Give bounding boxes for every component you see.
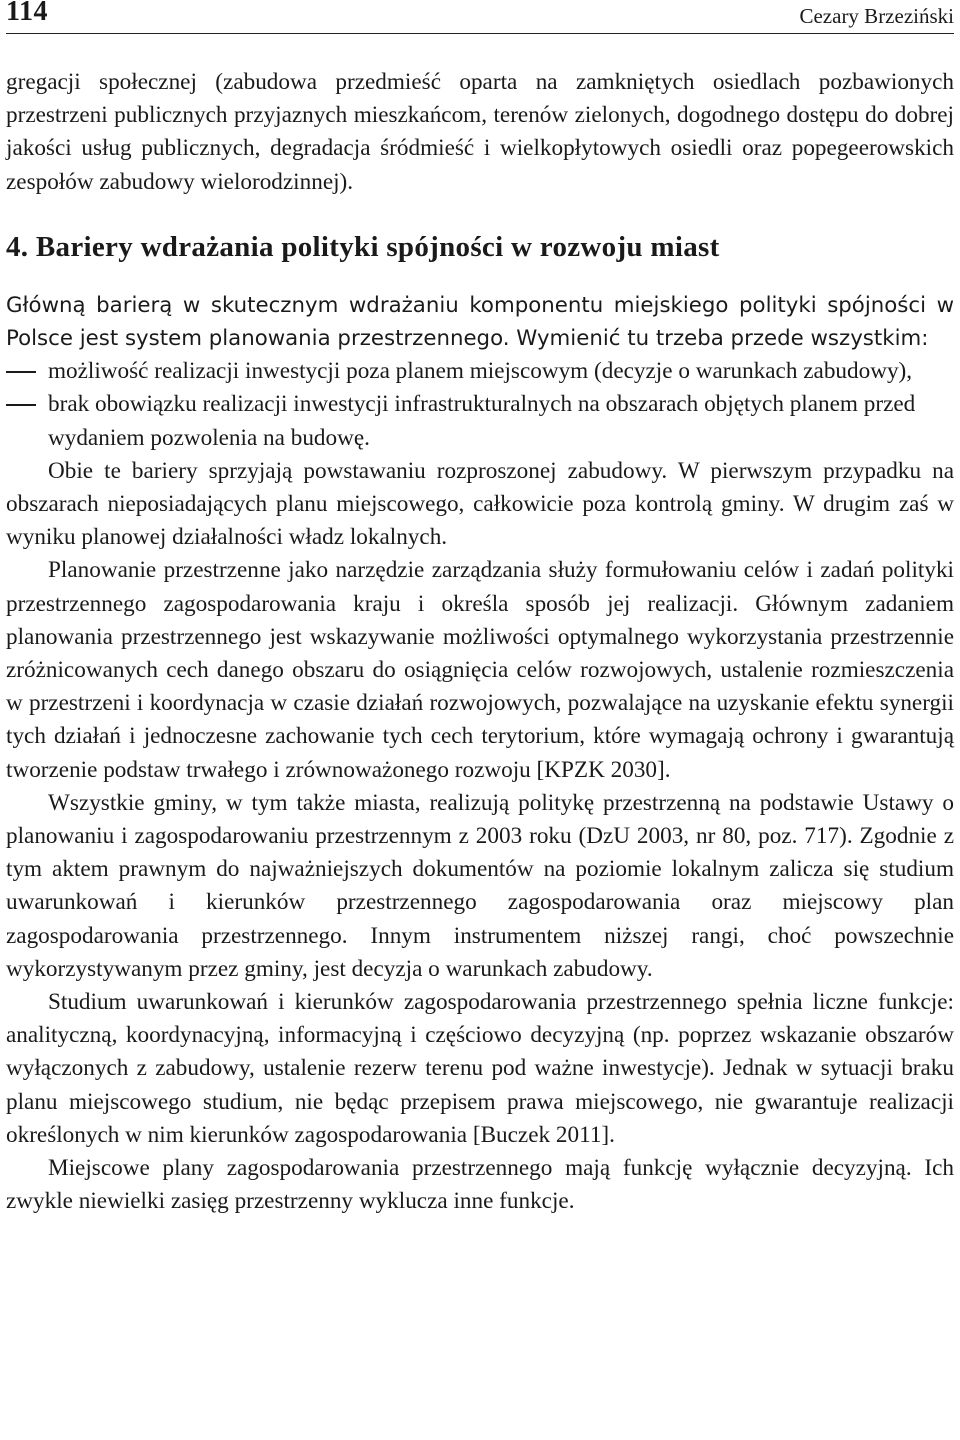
- paragraph: Obie te bariery sprzyjają powstawaniu rozproszonej zabudowy. W pierwszym przypadku na obszarach nieposiadających planu miejscowego, całkowicie poza kontrolą gminy. W drugim zaś w wyniku planowej działalności władz lokalnych.: [6, 457, 954, 551]
- section-heading: 4. Bariery wdrażania polityki spójności w rozwoju miast: [6, 230, 720, 263]
- dash-bullet-icon: [6, 371, 36, 373]
- running-header: [6, 0, 954, 34]
- dash-bullet-icon: [6, 404, 36, 406]
- list-item: [6, 388, 954, 454]
- paragraph: Miejscowe plany zagospodarowania przestrzennego mają funkcję wyłącznie decyzyjną. Ich zwykle niewielki zasięg przestrzenny wyklucza inne funkcje.: [6, 1155, 954, 1215]
- barrier-list: [6, 355, 954, 455]
- paragraph: Planowanie przestrzenne jako narzędzie zarządzania służy formułowaniu celów i zadań polityki przestrzennego zagospodarowania kraju i określa sposób jej realizacji. Głównym zadaniem planowania przestrzennego jest wskazywanie możliwości optymalnego wykorzystania przestrzennie zróżnicowanych cech danego obszaru do osiągnięcia celów rozwojowych, ustalenie rozmieszczenia w przestrzeni i koordynacja w czasie działań rozwojowych, pozwalające na uzyskanie efektu synergii tych działań i jednoczesne zachowanie tych cech terytorium, które wymagają ochrony i gwarantują tworzenie podstaw trwałego i zrównoważonego rozwoju [KPZK 2030].: [6, 557, 954, 783]
- list-item: [6, 355, 954, 388]
- page-body: [6, 66, 954, 1219]
- list-item-text: możliwość realizacji inwestycji poza planem miejscowym (decyzje o warunkach zabudowy),: [48, 358, 913, 385]
- barrier-intro-paragraph: Główną barierą w skutecznym wdrażaniu komponentu miejskiego polityki spójności w Polsce jest system planowania przestrzennego. Wymienić tu trzeba przede wszystkim:: [6, 292, 954, 352]
- page-number: 114: [6, 0, 48, 27]
- list-item-text: brak obowiązku realizacji inwestycji infrastrukturalnych na obszarach objętych planem przed wydaniem pozwolenia na budowę.: [48, 391, 916, 451]
- paragraph: Wszystkie gminy, w tym także miasta, realizują politykę przestrzenną na podstawie Ustawy o planowaniu i zagospodarowaniu przestrzennym z 2003 roku (DzU 2003, nr 80, poz. 717). Zgodnie z tym aktem prawnym do najważniejszych dokumentów na poziomie lokalnym zalicza się studium uwarunkowań i kierunków przestrzennego zagospodarowania oraz miejscowy plan zagospodarowania przestrzennego. Innym instrumentem niższej rangi, choć powszechnie wykorzystywanym przez gminy, jest decyzja o warunkach zabudowy.: [6, 789, 954, 982]
- running-author: Cezary Brzeziński: [799, 4, 954, 28]
- intro-paragraph: gregacji społecznej (zabudowa przedmieść oparta na zamkniętych osiedlach pozbawionych przestrzeni publicznych przyjaznych mieszkańcom, terenów zielonych, dogodnego dostępu do dobrej jakości usług publicznych, degradacja śródmieść i wielkopłytowych osiedli oraz popegeerowskich zespołów zabudowy wielorodzinnej).: [6, 69, 954, 195]
- paragraph: Studium uwarunkowań i kierunków zagospodarowania przestrzennego spełnia liczne funkcje: analityczną, koordynacyjną, informacyjną i częściowo decyzyjną (np. poprzez wskazanie obszarów wyłączonych z zabudowy, ustalenie rezerw terenu pod ważne inwestycje). Jednak w sytuacji braku planu miejscowego studium, nie będąc przepisem prawa miejscowego, nie gwarantuje realizacji określonych w nim kierunków zagospodarowania [Buczek 2011].: [6, 989, 954, 1148]
